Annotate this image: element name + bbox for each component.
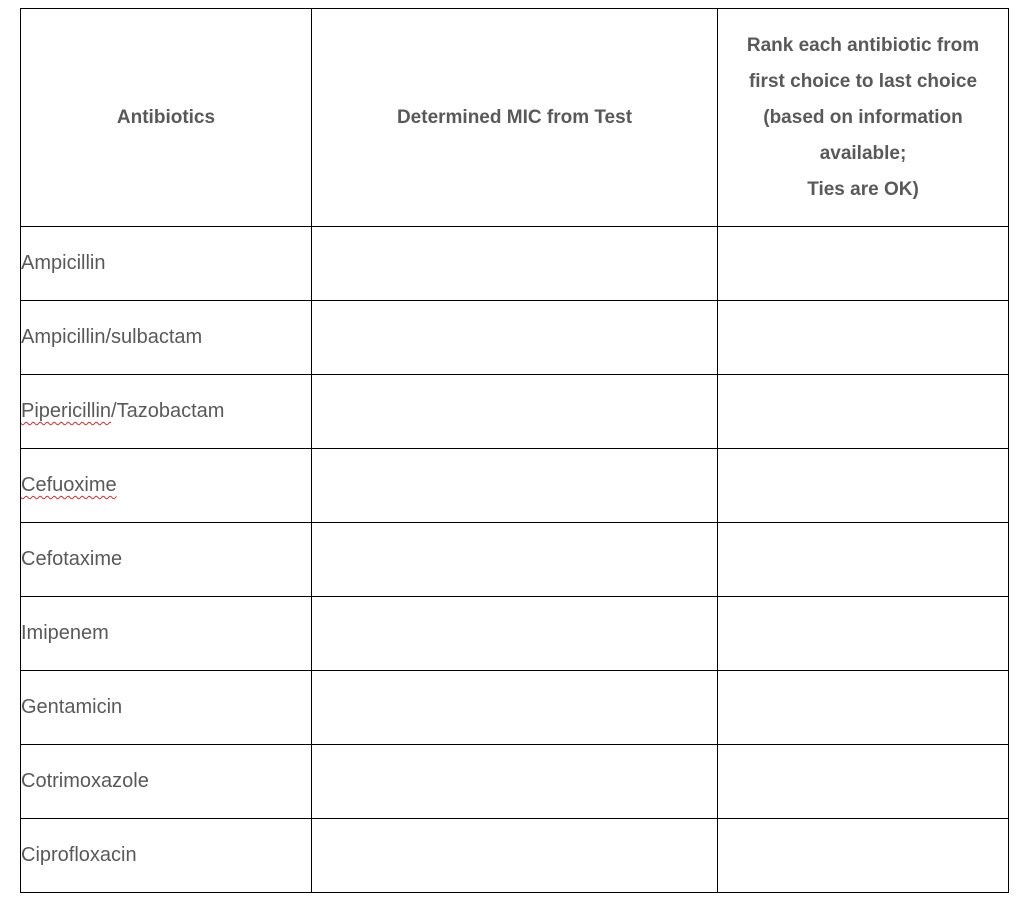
mic-cell[interactable] <box>312 301 718 375</box>
antibiotic-name-cell <box>21 375 312 449</box>
antibiotic-name-suffix: /Tazobactam <box>111 400 225 422</box>
rank-cell[interactable] <box>718 227 1009 301</box>
antibiotic-name-cell: Gentamicin <box>21 671 312 745</box>
rank-cell[interactable] <box>718 449 1009 523</box>
antibiotic-table <box>20 8 1009 893</box>
header-rank-line: Ties are OK) <box>807 178 919 200</box>
mic-cell[interactable] <box>312 819 718 893</box>
spellcheck-word: Cefuoxime <box>21 474 117 496</box>
rank-cell[interactable] <box>718 745 1009 819</box>
antibiotic-name-cell: Ampicillin/sulbactam <box>21 301 312 375</box>
header-rank-line: (based on information <box>763 106 963 128</box>
header-rank-line: first choice to last choice <box>748 70 978 92</box>
table-row <box>21 819 1009 893</box>
mic-cell[interactable] <box>312 449 718 523</box>
mic-cell[interactable] <box>312 745 718 819</box>
header-rank-line: Rank each antibiotic from <box>746 34 980 56</box>
header-rank-line: available; <box>819 142 907 164</box>
rank-cell[interactable] <box>718 301 1009 375</box>
rank-cell[interactable] <box>718 523 1009 597</box>
table-row <box>21 523 1009 597</box>
table-row <box>21 449 1009 523</box>
table-row <box>21 375 1009 449</box>
antibiotic-name-cell: Ampicillin <box>21 227 312 301</box>
rank-cell[interactable] <box>718 671 1009 745</box>
rank-cell[interactable] <box>718 597 1009 671</box>
header-rank <box>718 9 1009 227</box>
mic-cell[interactable] <box>312 523 718 597</box>
mic-cell[interactable] <box>312 375 718 449</box>
table-row <box>21 671 1009 745</box>
table-row <box>21 301 1009 375</box>
antibiotic-name-cell: Ciprofloxacin <box>21 819 312 893</box>
rank-cell[interactable] <box>718 375 1009 449</box>
header-antibiotics: Antibiotics <box>21 9 312 227</box>
table-row <box>21 227 1009 301</box>
spellcheck-word: Pipericillin <box>21 400 112 422</box>
antibiotic-name-cell: Imipenem <box>21 597 312 671</box>
mic-cell[interactable] <box>312 671 718 745</box>
header-mic: Determined MIC from Test <box>312 9 718 227</box>
table-row <box>21 597 1009 671</box>
antibiotic-name-cell: Cotrimoxazole <box>21 745 312 819</box>
header-row <box>21 9 1009 227</box>
antibiotic-name-cell: Cefotaxime <box>21 523 312 597</box>
table-row <box>21 745 1009 819</box>
antibiotic-name-cell <box>21 449 312 523</box>
rank-cell[interactable] <box>718 819 1009 893</box>
mic-cell[interactable] <box>312 227 718 301</box>
mic-cell[interactable] <box>312 597 718 671</box>
